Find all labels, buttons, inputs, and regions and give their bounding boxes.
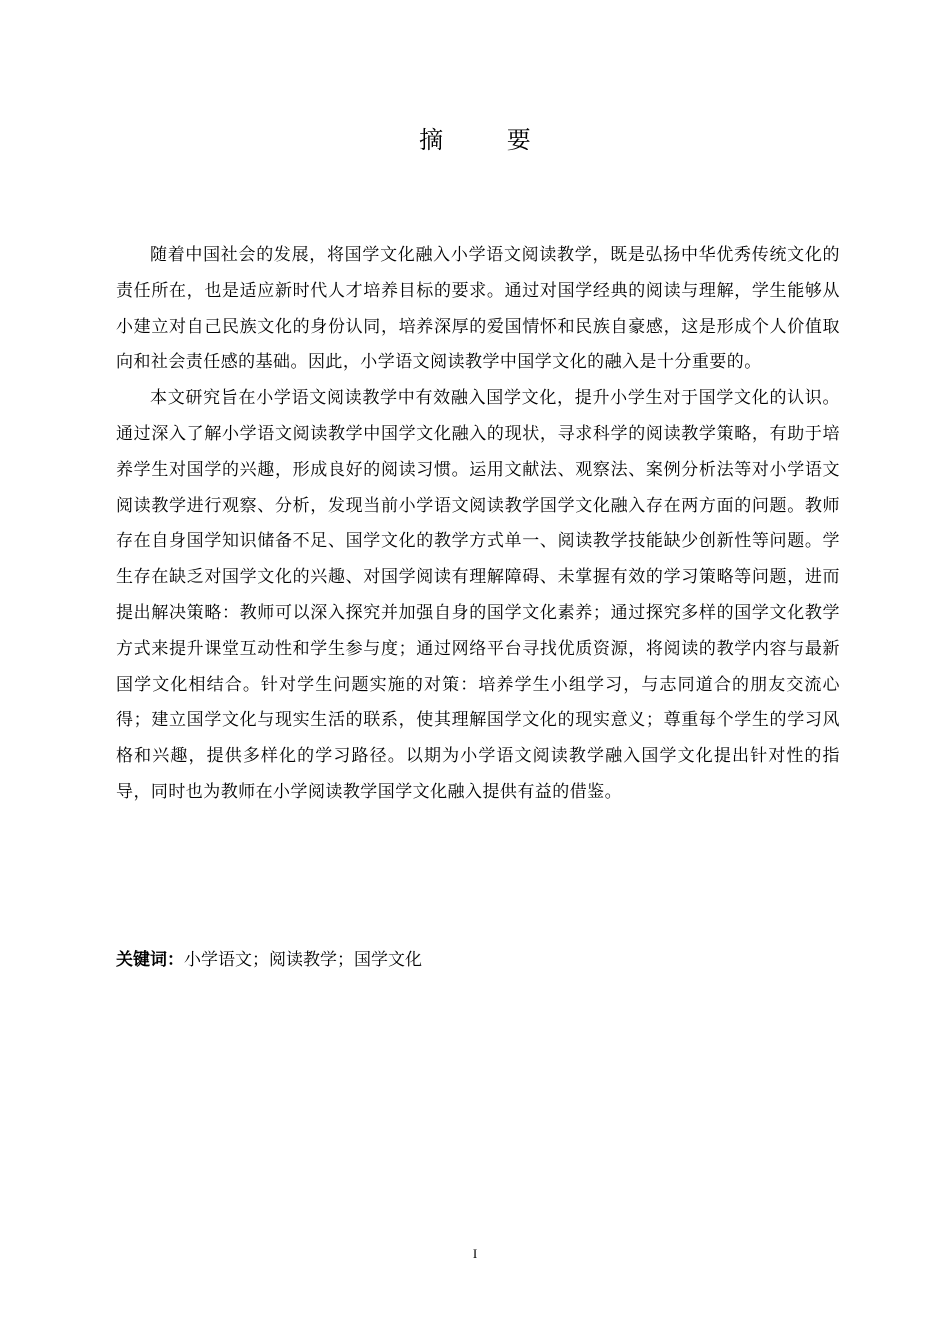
abstract-body (116, 238, 840, 811)
abstract-title: 摘 要 (419, 126, 559, 154)
abstract-paragraph-1: 随着中国社会的发展，将国学文化融入小学语文阅读教学，既是弘扬中华优秀传统文化的责任所在，也是适应新时代人才培养目标的要求。通过对国学经典的阅读与理解，学生能够从小建立对自己民族文化的身份认同，培养深厚的爱国情怀和民族自豪感，这是形成个人价值取向和社会责任感的基础。因此，小学语文阅读教学中国学文化的融入是十分重要的。 (116, 245, 840, 373)
abstract-paragraph-2: 本文研究旨在小学语文阅读教学中有效融入国学文化，提升小学生对于国学文化的认识。通过深入了解小学语文阅读教学中国学文化融入的现状，寻求科学的阅读教学策略，有助于培养学生对国学的兴趣，形成良好的阅读习惯。运用文献法、观察法、案例分析法等对小学语文阅读教学进行观察、分析，发现当前小学语文阅读教学国学文化融入存在两方面的问题。教师存在自身国学知识储备不足、国学文化的教学方式单一、阅读教学技能缺少创新性等问题。学生存在缺乏对国学文化的兴趣、对国学阅读有理解障碍、未掌握有效的学习策略等问题，进而提出解决策略：教师可以深入探究并加强自身的国学文化素养；通过探究多样的国学文化教学方式来提升课堂互动性和学生参与度；通过网络平台寻找优质资源，将阅读的教学内容与最新国学文化相结合。针对学生问题实施的对策：培养学生小组学习，与志同道合的朋友交流心得；建立国学文化与现实生活的联系，使其理解国学文化的现实意义；尊重每个学生的学习风格和兴趣，提供多样化的学习路径。以期为小学语文阅读教学融入国学文化提出针对性的指导，同时也为教师在小学阅读教学国学文化融入提供有益的借鉴。 (116, 388, 840, 802)
keywords-label: 关键词： (116, 950, 184, 970)
page-number: I (472, 1246, 478, 1261)
keywords-line (116, 945, 840, 975)
keywords-value: 小学语文；阅读教学；国学文化 (184, 950, 422, 970)
